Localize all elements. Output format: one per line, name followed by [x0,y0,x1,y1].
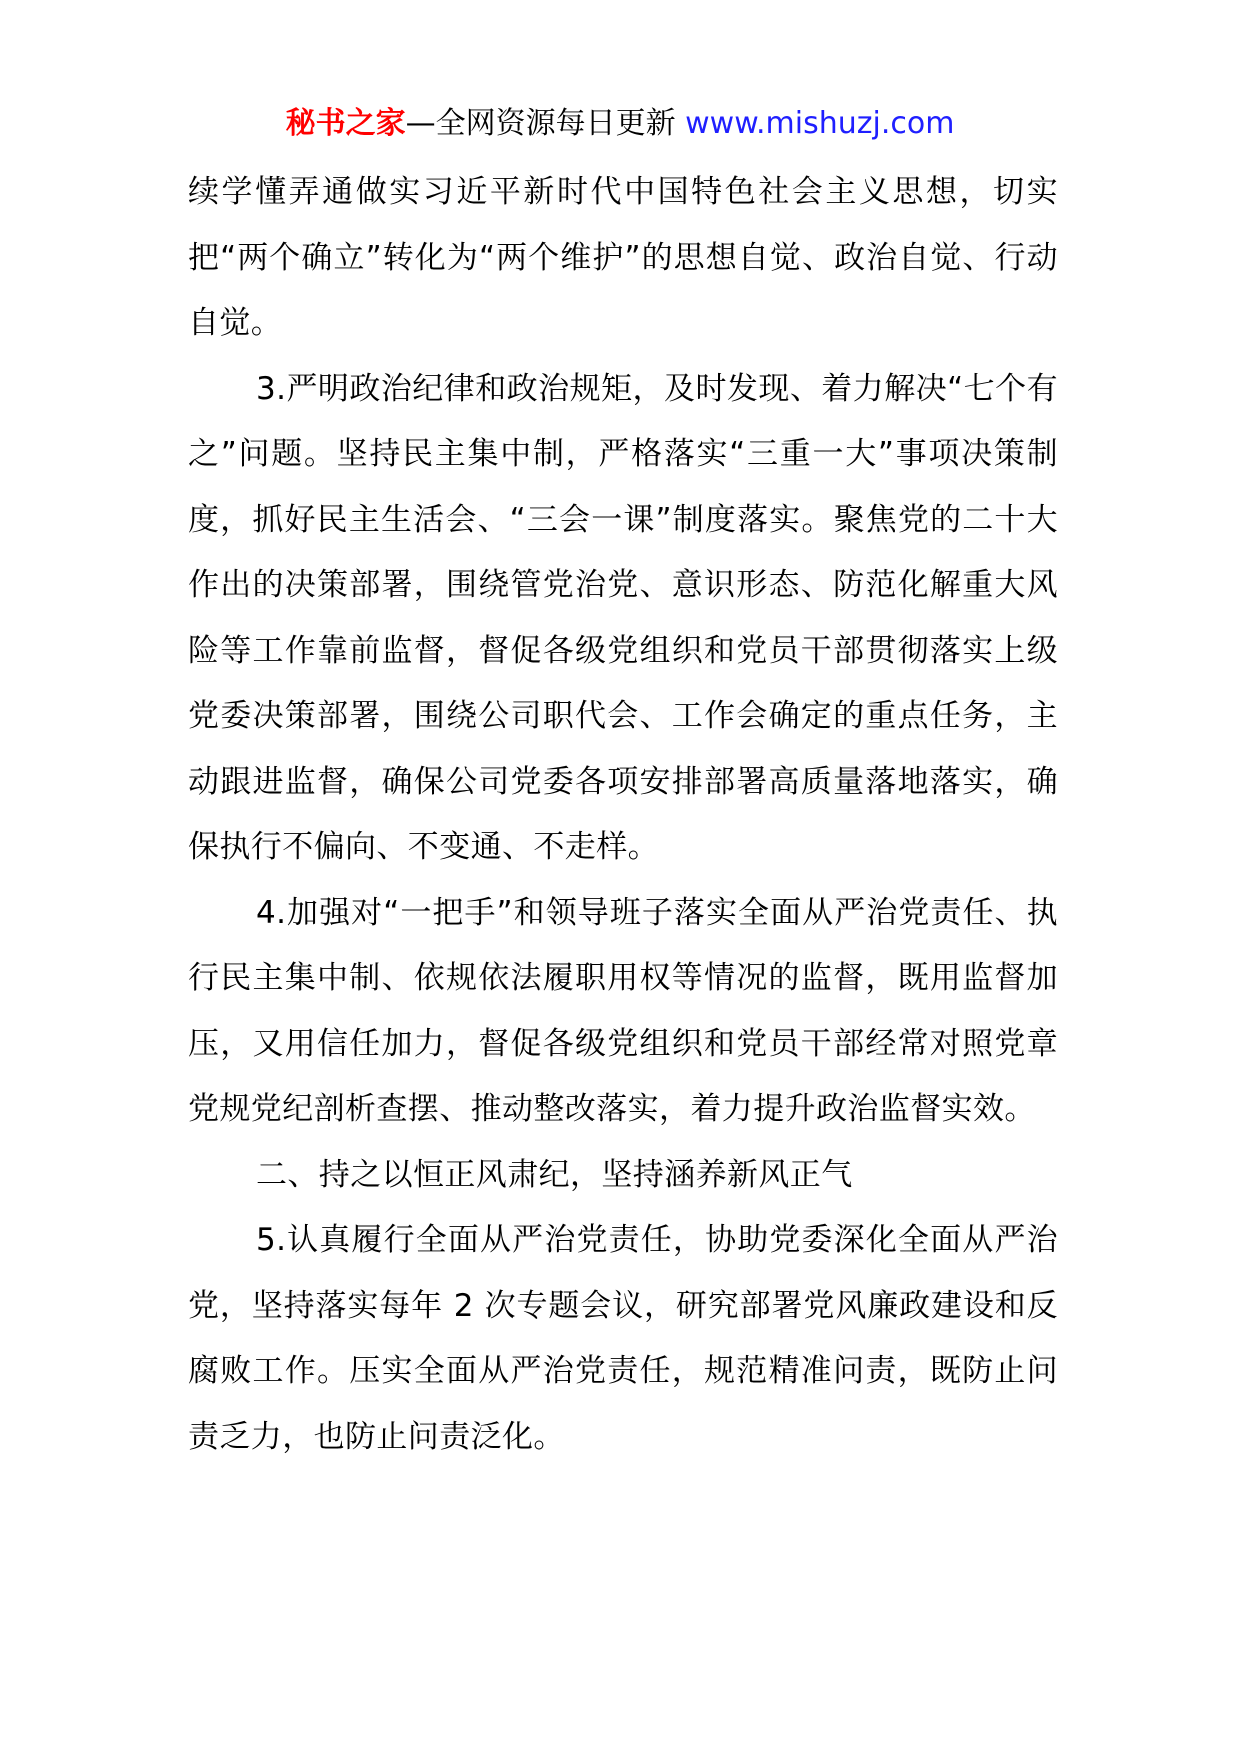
header-tagline: —全网资源每日更新 [405,106,686,141]
section-heading-2: 二、持之以恒正风肃纪，坚持涵养新风正气 [256,1156,853,1193]
document-body [188,160,1058,1470]
header-brand: 秘书之家 [285,106,406,141]
paragraph-item-5: 5.认真履行全面从严治党责任，协助党委深化全面从严治党，坚持落实每年 2 次专题会议，研究部署党风廉政建设和反腐败工作。压实全面从严治党责任，规范精准问责，既防止问责乏力，也防止问责泛化。 [188,1222,1058,1455]
paragraph-item-4: 4.加强对“一把手”和领导班子落实全面从严治党责任、执行民主集中制、依规依法履职用权等情况的监督，既用监督加压，又用信任加力，督促各级党组织和党员干部经常对照党章党规党纪剖析查摆、推动整改落实，着力提升政治监督实效。 [188,894,1058,1127]
header-site-url[interactable]: www.mishuzj.com [685,106,955,141]
paragraph-continued: 续学懂弄通做实习近平新时代中国特色社会主义思想，切实把“两个确立”转化为“两个维护”的思想自觉、政治自觉、行动自觉。 [188,174,1058,341]
page-header [0,104,1240,144]
paragraph-item-3: 3.严明政治纪律和政治规矩，及时发现、着力解决“七个有之”问题。坚持民主集中制，严格落实“三重一大”事项决策制度，抓好民主生活会、“三会一课”制度落实。聚焦党的二十大作出的决策部署，围绕管党治党、意识形态、防范化解重大风险等工作靠前监督，督促各级党组织和党员干部贯彻落实上级党委决策部署，围绕公司职代会、工作会确定的重点任务，主动跟进监督，确保公司党委各项安排部署高质量落地落实，确保执行不偏向、不变通、不走样。 [188,370,1058,865]
